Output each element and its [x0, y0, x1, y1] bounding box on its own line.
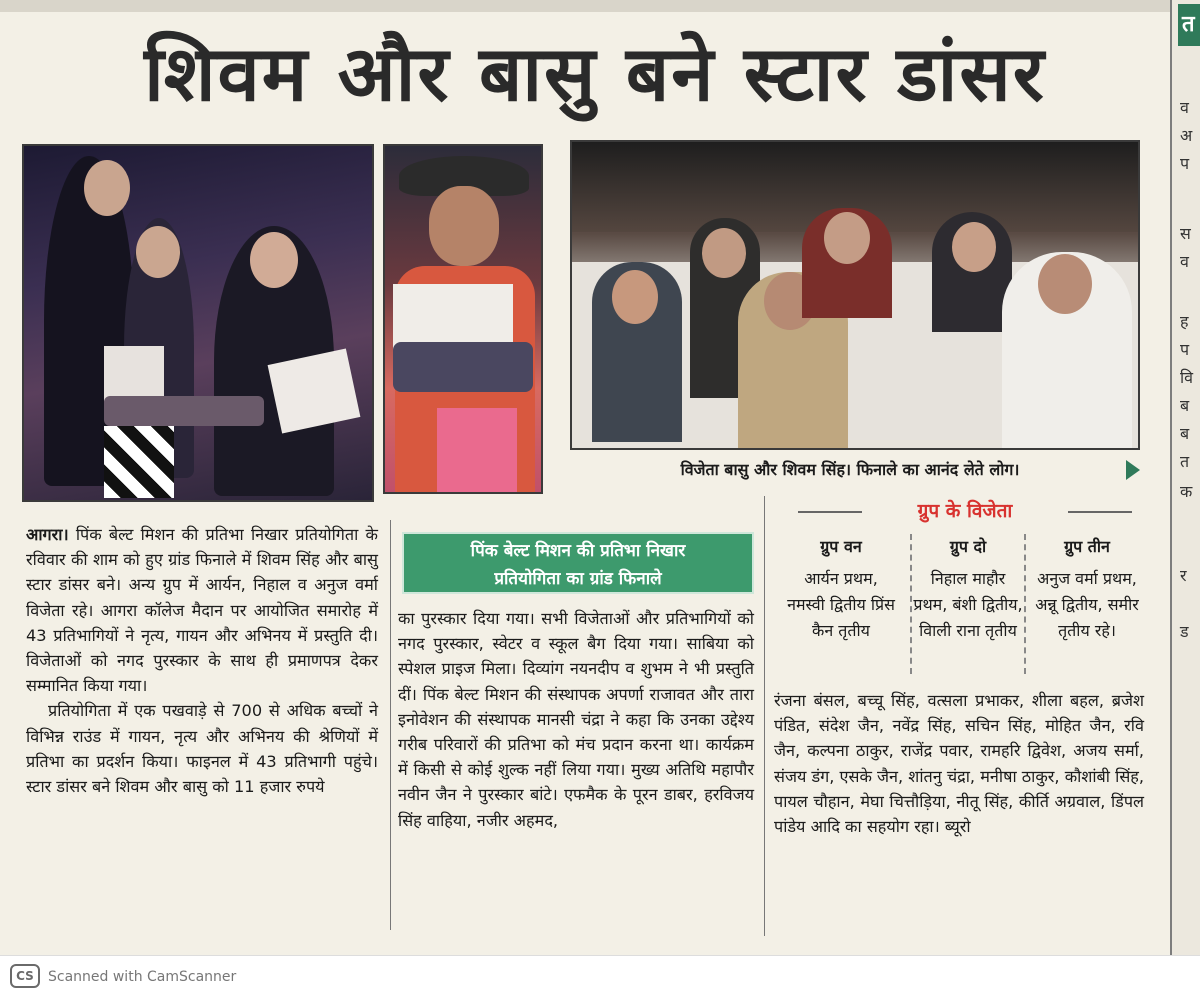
adjacent-fragment: व [1180, 252, 1189, 271]
photo-face [1038, 254, 1092, 314]
winners-group-one [786, 534, 896, 674]
highlight-line-1: पिंक बेल्ट मिशन की प्रतिभा निखार [470, 541, 686, 561]
group-name: ग्रुप तीन [1064, 537, 1110, 556]
photo-gift-bag [104, 396, 264, 426]
photo-pink-shirt [437, 408, 517, 494]
photo-gift-bag [393, 342, 533, 392]
article-column-1 [26, 522, 378, 932]
adjacent-fragment: व [1180, 98, 1189, 117]
scanner-footer [0, 955, 1200, 996]
adjacent-tab: त [1178, 4, 1200, 46]
adjacent-fragment: प [1180, 340, 1190, 359]
adjacent-fragment: ब [1180, 396, 1190, 415]
adjacent-article-strip [1170, 0, 1200, 955]
photo-award-ceremony [22, 144, 374, 502]
group-winners: अनुज वर्मा प्रथम, अन्नू द्वितीय, समीर तृतीय रहे। [1035, 569, 1139, 640]
article-paragraph [26, 522, 378, 698]
article-paragraph: प्रतियोगिता में एक पखवाड़े से 700 से अधिक बच्चों ने विभिन्न राउंड में गायन, नृत्य और अभिनय की श्रेणियों में प्रतिभा का प्रदर्शन किया। फाइनल में 43 प्रतिभागी पहुंचे। स्टार डांसर बने शिवम और बासु को 11 हजार रुपये [26, 701, 378, 797]
adjacent-fragment: प [1180, 154, 1190, 173]
photo-checkered-shirt [104, 426, 174, 498]
article-text: पिंक बेल्ट मिशन की प्रतिभा निखार प्रतियोगिता के रविवार की शाम को हुए ग्रांड फिनाले में शिवम सिंह और बासु स्टार डांसर बने। अन्य ग्रुप में आर्यन, निहाल व अनुज वर्मा विजेता रहे। आगरा कॉलेज मैदान पर आयोजित समारोह में 43 प्रतिभागियों ने नृत्य, गायन और अभिनय में प्रस्तुति दी। विजेताओं को नगद पुरस्कार के साथ ही प्रमाणपत्र देकर सम्मानित किया गया। [26, 525, 378, 696]
photo-face [250, 232, 298, 288]
group-name: ग्रुप वन [820, 537, 862, 556]
dateline: आगरा। [26, 525, 69, 544]
photo-winner-hat [383, 144, 543, 494]
highlight-line-2: प्रतियोगिता का ग्रांड फिनाले [494, 569, 662, 589]
group-name: ग्रुप दो [949, 537, 987, 556]
adjacent-fragment: क [1180, 482, 1193, 501]
group-winners: आर्यन प्रथम, नमस्वी द्वितीय प्रिंस कैन तृतीय [787, 569, 895, 640]
column-divider [764, 496, 765, 936]
article-column-2 [398, 606, 754, 942]
adjacent-fragment: वि [1180, 368, 1194, 387]
photo-caption: विजेता बासु और शिवम सिंह। फिनाले का आनंद लेते लोग। [680, 460, 1020, 479]
group-winners: निहाल माहौर प्रथम, बंशी द्वितीय, विाली राना तृतीय [913, 569, 1023, 640]
winners-title: ग्रुप के विजेता [786, 498, 1144, 524]
photo-face [952, 222, 996, 272]
camscanner-watermark: Scanned with CamScanner [48, 969, 237, 985]
adjacent-fragment: ह [1180, 312, 1189, 331]
headline: शिवम और बासु बने स्टार डांसर [144, 29, 1046, 118]
photo-face [429, 186, 499, 266]
top-edge [0, 0, 1200, 12]
highlight-box [402, 532, 754, 594]
photo-audience [570, 140, 1140, 450]
adjacent-fragment: ड [1180, 622, 1189, 641]
article-column-3 [774, 688, 1144, 928]
article-paragraph: रंजना बंसल, बच्चू सिंह, वत्सला प्रभाकर, शीला बहल, ब्रजेश पंडित, संदेश जैन, नवेंद्र सिंह, सचिन सिंह, मोहित जैन, रवि जैन, कल्पना ठाकुर, राजेंद्र पवार, रामहरि द्विवेश, अजय सर्मा, संजय डंग, एसके जैन, शांतनु चंद्रा, मनीषा ठाकुर, कौशांबी सिंह, पायल चौहान, मेघा चित्तौड़िया, नीतू सिंह, कीर्ति अग्रवाल, डिंपल पांडेय आदि का सहयोग रहा। ब्यूरो [774, 691, 1144, 837]
photo-face [612, 270, 658, 324]
winners-box [786, 498, 1144, 678]
photo-certificate [393, 284, 513, 350]
article-paragraph: का पुरस्कार दिया गया। सभी विजेताओं और प्रतिभागियों को नगद पुरस्कार, स्वेटर व स्कूल बैग दिया गया। साबिया को स्पेशल प्राइज मिला। दिव्यांग नयनदीप व शुभम ने भी प्रस्तुति दीं। पिंक बेल्ट मिशन की संस्थापक अपर्णा राजावत और तारा इनोवेशन की संस्थापक मानसी चंद्रा ने कहा कि उनका उद्देश्य गरीब परिवारों की प्रतिभा को मंच प्रदान करना था। कार्यक्रम में किसी से कोई शुल्क नहीं लिया गया। मुख्य अतिथि महापौर नवीन जैन ने पुरस्कार बांटे। एफमैक के पूरन डाबर, हरविजय सिंह वाहिया, नजीर अहमद, [398, 609, 754, 830]
adjacent-fragment: स [1180, 224, 1191, 243]
caption-arrow-icon [1126, 460, 1140, 480]
photo-face [136, 226, 180, 278]
photo-face [824, 212, 870, 264]
adjacent-fragment: त [1180, 452, 1190, 471]
winners-group-two [910, 534, 1026, 674]
adjacent-fragment: अ [1180, 126, 1193, 145]
photo-face [702, 228, 746, 278]
photo-face [84, 160, 130, 216]
adjacent-fragment: ब [1180, 424, 1190, 443]
photo-certificate [268, 348, 361, 433]
winners-group-three [1032, 534, 1142, 674]
adjacent-fragment: र [1180, 566, 1187, 585]
column-divider [390, 520, 391, 930]
camscanner-logo: CS [10, 964, 40, 988]
